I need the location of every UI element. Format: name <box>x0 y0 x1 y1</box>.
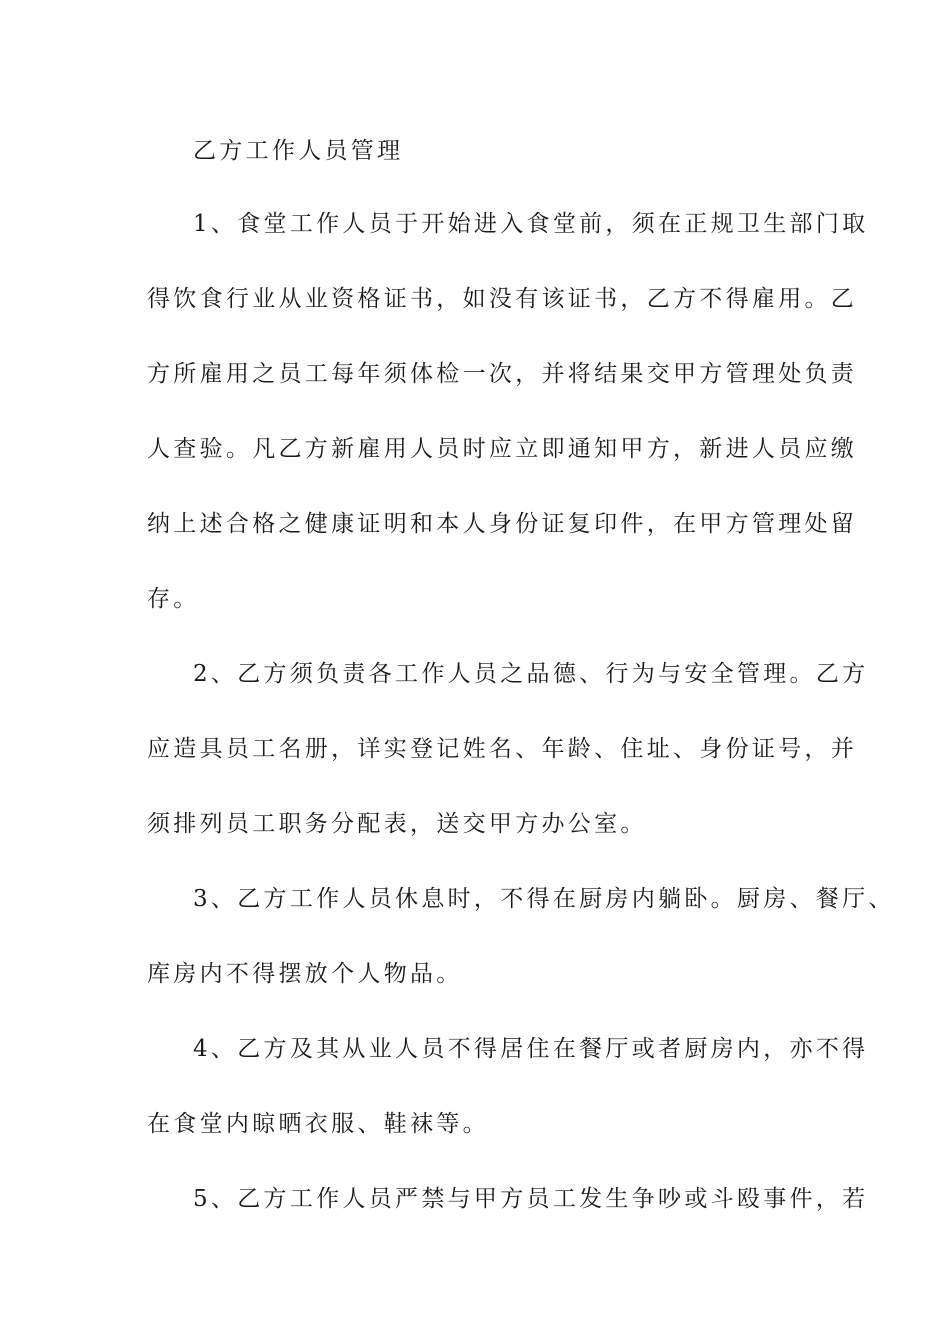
text-line: 纳上述合格之健康证明和本人身份证复印件，在甲方管理处留 <box>147 511 858 537</box>
text-line: 1、食堂工作人员于开始进入食堂前，须在正规卫生部门取 <box>193 211 869 237</box>
text-line: 得饮食行业从业资格证书，如没有该证书，乙方不得雇用。乙 <box>147 286 858 312</box>
text-line: 3、乙方工作人员休息时，不得在厨房内躺卧。厨房、餐厅、 <box>193 886 895 912</box>
text-line: 库房内不得摆放个人物品。 <box>147 961 463 987</box>
section-heading: 乙方工作人员管理 <box>193 138 404 164</box>
text-line: 须排列员工职务分配表，送交甲方办公室。 <box>147 811 647 837</box>
text-line: 应造具员工名册，详实登记姓名、年龄、住址、身份证号，并 <box>147 736 858 762</box>
text-line: 2、乙方须负责各工作人员之品德、行为与安全管理。乙方 <box>193 661 869 687</box>
text-line: 在食堂内晾晒衣服、鞋袜等。 <box>147 1111 489 1137</box>
text-line: 5、乙方工作人员严禁与甲方员工发生争吵或斗殴事件，若 <box>193 1186 869 1212</box>
text-line: 方所雇用之员工每年须体检一次，并将结果交甲方管理处负责 <box>147 361 858 387</box>
text-line: 存。 <box>147 586 200 612</box>
text-line: 人查验。凡乙方新雇用人员时应立即通知甲方，新进人员应缴 <box>147 436 858 462</box>
text-line: 4、乙方及其从业人员不得居住在餐厅或者厨房内，亦不得 <box>193 1036 869 1062</box>
